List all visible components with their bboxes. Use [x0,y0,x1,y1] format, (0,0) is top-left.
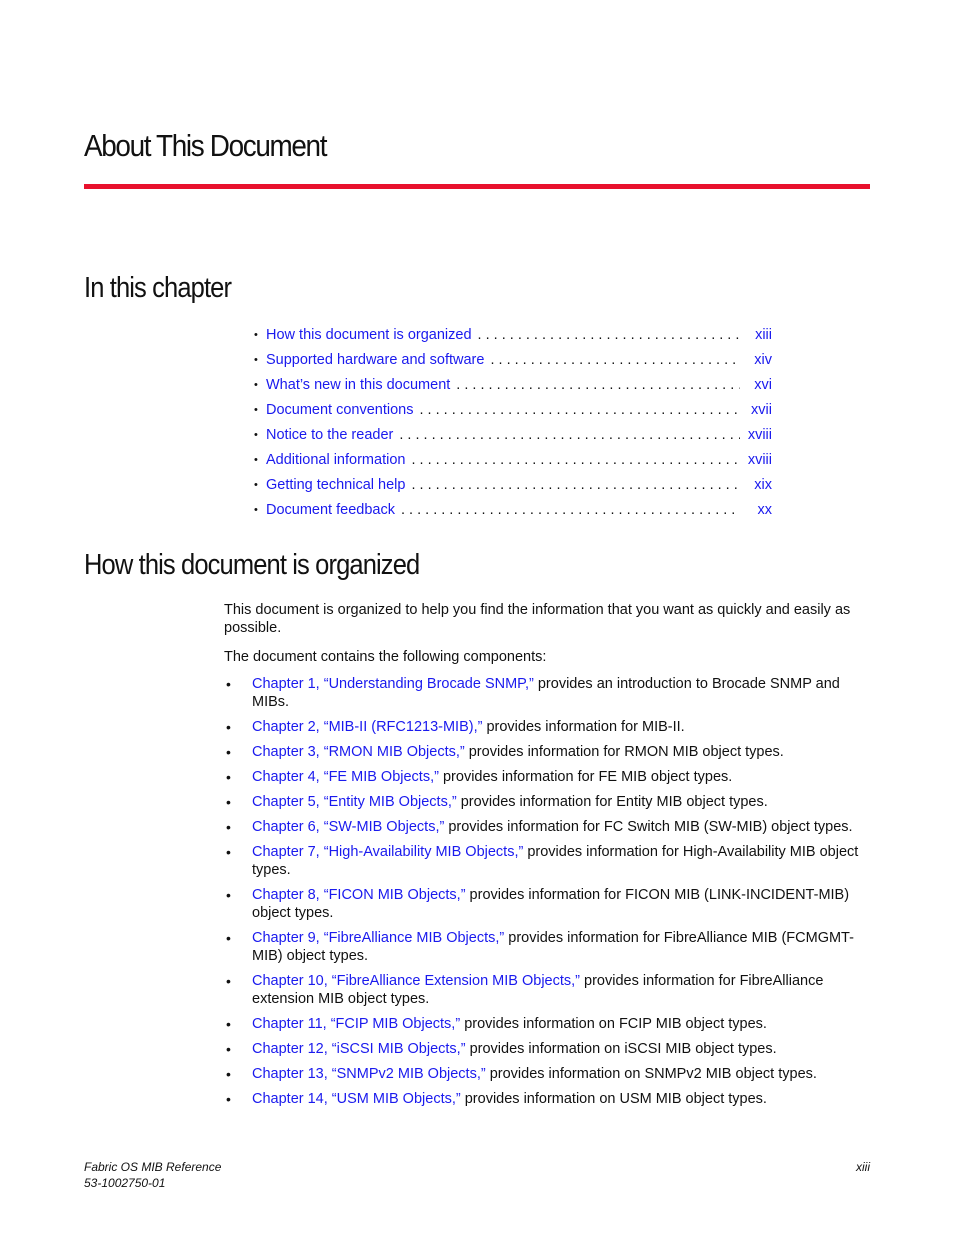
toc-leader [456,377,740,393]
toc-link[interactable]: Supported hardware and software [266,351,485,368]
bullet-icon: • [254,503,258,516]
bullet-icon: • [226,887,231,903]
toc-link[interactable]: Getting technical help [266,476,406,493]
page-title: About This Document [84,128,327,163]
toc-row[interactable] [254,497,772,522]
chapter-link[interactable]: Chapter 8, “FICON MIB Objects,” [252,887,466,903]
chapter-link[interactable]: Chapter 13, “SNMPv2 MIB Objects,” [252,1066,486,1082]
list-item [224,768,870,786]
toc-page-number[interactable]: xviii [747,451,772,468]
bullet-icon: • [254,328,258,341]
list-item [224,972,870,1008]
bullet-icon: • [226,719,231,735]
chapter-description: provides information on USM MIB object types. [460,1091,767,1107]
toc-leader [420,402,741,418]
bullet-icon: • [254,378,258,391]
section-heading-organized: How this document is organized [84,549,420,581]
chapter-link[interactable]: Chapter 5, “Entity MIB Objects,” [252,794,457,810]
bullet-icon: • [226,844,231,860]
bullet-icon: • [226,676,231,692]
chapter-link[interactable]: Chapter 10, “FibreAlliance Extension MIB Objects,” [252,973,580,989]
chapter-description: provides information for FICON MIB (LINK-INCIDENT-MIB) object types. [252,887,850,921]
chapter-description: provides information for FC Switch MIB (SW-MIB) object types. [444,819,853,835]
toc-leader [411,452,740,468]
toc-leader [478,327,740,343]
toc-leader [411,477,740,493]
toc-link[interactable]: Document feedback [266,501,395,518]
chapter-description: provides information for RMON MIB object types. [464,744,784,760]
chapter-link[interactable]: Chapter 2, “MIB-II (RFC1213-MIB),” [252,719,483,735]
toc-row[interactable] [254,447,772,472]
footer-doc-number: 53-1002750-01 [84,1176,166,1190]
list-item [224,1065,870,1083]
footer-doc-title: Fabric OS MIB Reference [84,1160,222,1174]
chapter-link[interactable]: Chapter 3, “RMON MIB Objects,” [252,744,465,760]
toc-row[interactable] [254,472,772,497]
bullet-icon: • [226,973,231,989]
list-item [224,1090,870,1108]
list-item [224,718,870,736]
chapter-description: provides an introduction to Brocade SNMP and MIBs. [252,676,840,710]
list-item [224,818,870,836]
list-item [224,675,870,711]
toc-page-number[interactable]: xix [754,476,772,493]
toc-link[interactable]: What’s new in this document [266,376,451,393]
toc-page-number[interactable]: xx [757,501,772,518]
list-item [224,886,870,922]
toc-page-number[interactable]: xiv [754,351,772,368]
chapter-link[interactable]: Chapter 12, “iSCSI MIB Objects,” [252,1041,466,1057]
bullet-icon: • [226,819,231,835]
toc-link[interactable]: Notice to the reader [266,426,394,443]
chapter-description: provides information on SNMPv2 MIB object types. [485,1066,817,1082]
toc-page-number[interactable]: xviii [747,426,772,443]
bullet-icon: • [226,1041,231,1057]
chapter-link[interactable]: Chapter 4, “FE MIB Objects,” [252,769,439,785]
chapter-description: provides information for Entity MIB object types. [456,794,768,810]
bullet-icon: • [254,478,258,491]
bullet-icon: • [226,769,231,785]
chapter-link[interactable]: Chapter 9, “FibreAlliance MIB Objects,” [252,930,505,946]
toc-row[interactable] [254,422,772,447]
chapter-description: provides information on FCIP MIB object types. [460,1016,767,1032]
section-heading-chapter: In this chapter [84,272,232,304]
toc-leader [399,427,740,443]
list-item [224,1015,870,1033]
list-item [224,793,870,811]
chapter-description: provides information for FE MIB object types. [438,769,733,785]
intro-paragraph: This document is organized to help you find the information that you want as quickly and easily as possible. [224,602,851,636]
components-intro: The document contains the following components: [224,649,547,665]
toc-link[interactable]: Document conventions [266,401,414,418]
chapter-link[interactable]: Chapter 6, “SW-MIB Objects,” [252,819,445,835]
chapter-link[interactable]: Chapter 14, “USM MIB Objects,” [252,1091,461,1107]
bullet-icon: • [254,453,258,466]
chapter-toc [254,322,772,522]
bullet-icon: • [226,744,231,760]
bullet-icon: • [254,428,258,441]
chapter-description: provides information for MIB-II. [482,719,685,735]
bullet-icon: • [226,930,231,946]
toc-row[interactable] [254,322,772,347]
chapter-link[interactable]: Chapter 11, “FCIP MIB Objects,” [252,1016,461,1032]
list-item [224,743,870,761]
toc-leader [490,352,740,368]
toc-page-number[interactable]: xiii [755,326,772,343]
toc-page-number[interactable]: xvii [751,401,772,418]
chapter-description: provides information for High-Availability MIB object types. [252,844,859,878]
chapter-description: provides information for FibreAlliance MIB (FCMGMT-MIB) object types. [252,930,854,964]
chapter-link[interactable]: Chapter 7, “High-Availability MIB Objects,” [252,844,524,860]
chapter-description: provides information on iSCSI MIB object types. [465,1041,777,1057]
list-item [224,843,870,879]
list-item [224,929,870,965]
toc-link[interactable]: How this document is organized [266,326,472,343]
toc-leader [401,502,740,518]
toc-row[interactable] [254,372,772,397]
bullet-icon: • [226,1066,231,1082]
bullet-icon: • [226,1016,231,1032]
footer-page-number: xiii [856,1160,870,1174]
chapter-description: provides information for FibreAlliance extension MIB object types. [252,973,824,1007]
chapter-link[interactable]: Chapter 1, “Understanding Brocade SNMP,” [252,676,534,692]
components-list [224,675,870,1115]
bullet-icon: • [226,794,231,810]
toc-row[interactable] [254,397,772,422]
toc-link[interactable]: Additional information [266,451,406,468]
toc-page-number[interactable]: xvi [754,376,772,393]
bullet-icon: • [254,403,258,416]
bullet-icon: • [226,1091,231,1107]
title-rule [84,184,870,189]
bullet-icon: • [254,353,258,366]
toc-row[interactable] [254,347,772,372]
list-item [224,1040,870,1058]
